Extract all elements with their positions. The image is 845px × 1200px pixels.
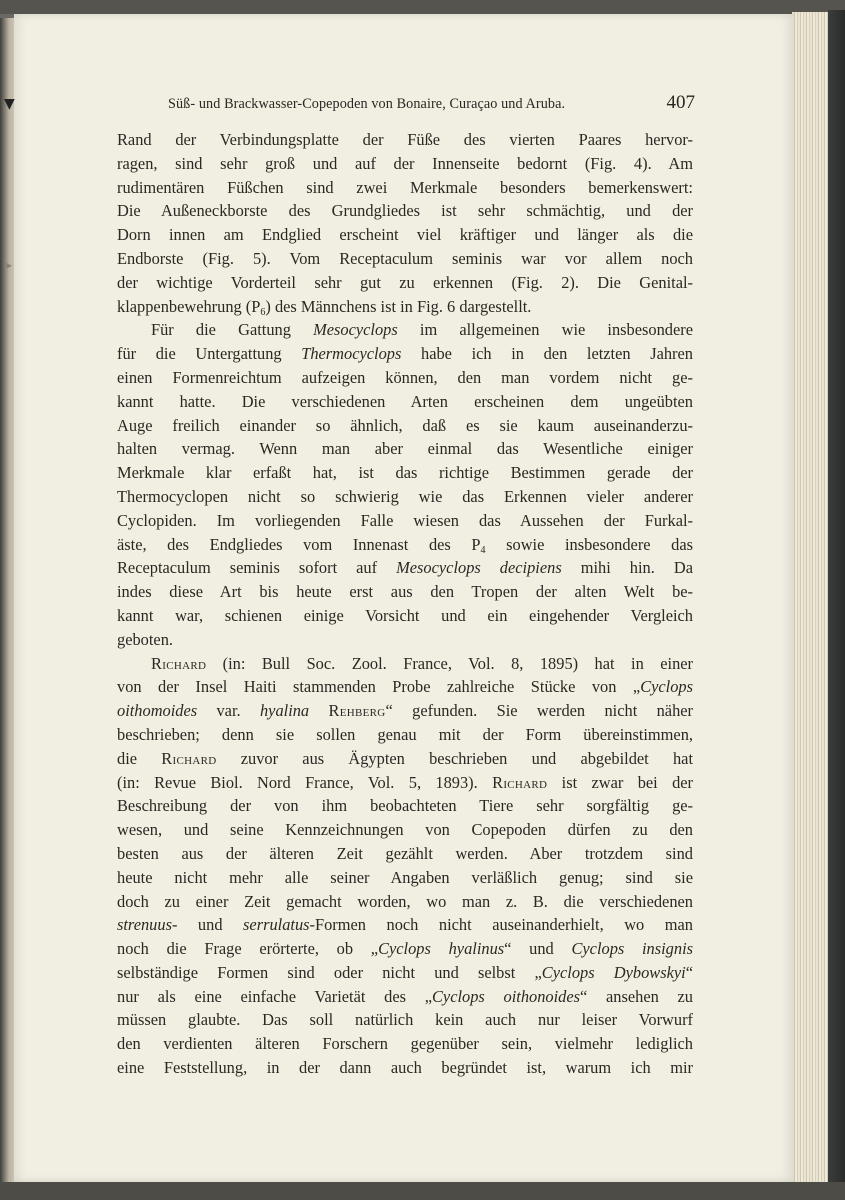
text-line [117, 318, 693, 342]
text-line [117, 604, 693, 628]
text-segment: -Formen noch nicht auseinanderhielt, wo man [309, 915, 693, 935]
text-segment: für die Untergattung [117, 344, 302, 364]
text-line [117, 247, 693, 271]
author-name: Richard [151, 653, 207, 673]
text-line [117, 818, 693, 842]
subscript: 4 [480, 544, 486, 556]
text-line [117, 937, 693, 961]
text-line [117, 675, 693, 699]
page-number: 407 [666, 92, 695, 113]
book-cover-top [0, 0, 845, 14]
text-line [117, 723, 693, 747]
text-segment: im allgemeinen wie insbesondere [397, 320, 693, 340]
text-line [117, 485, 693, 509]
margin-mark-icon: ▼ [4, 96, 15, 112]
italic-term: Thermocyclops [301, 344, 402, 364]
text-line [117, 152, 693, 176]
text-line [117, 223, 693, 247]
italic-term: hyalina [259, 701, 310, 721]
author-name: Richard [492, 772, 548, 792]
text-line [117, 509, 693, 533]
text-segment: äste, des Endgliedes vom Innenast des P [117, 534, 481, 554]
text-segment: klappenbewehrung (P [117, 296, 261, 316]
text-segment [309, 701, 328, 720]
text-line [117, 414, 693, 438]
text-segment: habe ich in den letzten Jahren [401, 344, 693, 364]
text-line [117, 461, 693, 485]
text-segment: nur als eine einfache Varietät des „ [117, 986, 432, 1006]
text-segment: “ und [504, 939, 572, 959]
text-line [117, 390, 693, 414]
text-line [117, 890, 693, 914]
italic-term: Cyclops oithonoides [432, 986, 581, 1006]
author-name: Rehberg [328, 701, 386, 721]
text-segment: sowie insbesondere das [485, 534, 694, 554]
text-line [117, 295, 693, 319]
text-segment: noch die Frage erörterte, ob „ [117, 939, 379, 959]
text-segment: (in: Revue Biol. Nord France, Vol. 5, 1893). [117, 772, 493, 792]
text-line [117, 271, 693, 295]
text-segment: eine Feststellung, in der dann auch begründet ist, warum ich mir [117, 1058, 693, 1078]
text-line [117, 747, 693, 771]
text-segment: Dorn innen am Endglied erscheint viel kräftiger und länger als die [117, 225, 693, 245]
text-line [117, 961, 693, 985]
text-segment: und [177, 915, 244, 935]
text-segment: von der Insel Haiti stammenden Probe zahlreiche Stücke von „ [117, 677, 641, 697]
text-segment: kannt hatte. Die verschiedenen Arten erscheinen dem ungeübten [117, 391, 693, 411]
text-segment: ist zwar bei der [547, 772, 693, 792]
text-line [117, 1032, 693, 1056]
text-segment: ) des Männchens ist in Fig. 6 dargestellt. [265, 296, 532, 316]
italic-term: Cyclops hyalinus [378, 939, 505, 959]
text-line [117, 128, 693, 152]
text-segment: Receptaculum seminis sofort auf [117, 558, 397, 578]
text-segment: rudimentären Füßchen sind zwei Merkmale besonders bemerkenswert: [117, 177, 693, 197]
text-segment: kannt war, schienen einige Vorsicht und ein eingehender Vergleich [117, 605, 693, 625]
text-segment: beschrieben; denn sie sollen genau mit der Form übereinstimmen, [117, 724, 693, 744]
text-segment: Die Außeneckborste des Grundgliedes ist sehr schmächtig, und der [117, 201, 693, 221]
body-text [117, 128, 693, 1080]
text-segment: Beschreibung der von ihm beobachteten Tiere sehr sorgfältig ge- [117, 796, 693, 816]
text-line [117, 866, 693, 890]
italic-term: strenuus- [117, 915, 178, 935]
text-line [117, 652, 693, 676]
text-segment: heute nicht mehr alle seiner Angaben verläßlich genug; sind sie [117, 867, 693, 887]
text-line [117, 771, 693, 795]
running-title: Süß- und Brackwasser-Copepoden von Bonaire, Curaçao und Aruba. [168, 96, 566, 112]
text-segment: besten aus der älteren Zeit gezählt werden. Aber trotzdem sind [117, 843, 693, 863]
text-segment: doch zu einer Zeit gemacht worden, wo man z. B. die verschiedenen [117, 891, 693, 911]
text-segment: Endborste (Fig. 5). Vom Receptaculum seminis war vor allem noch [117, 248, 693, 268]
text-segment: Thermocyclopen nicht so schwierig wie das Erkennen vieler anderer [117, 486, 693, 506]
text-segment: selbständige Formen sind oder nicht und selbst „ [117, 962, 542, 982]
text-line [117, 794, 693, 818]
italic-term: Mesocyclops decipiens [396, 558, 562, 578]
tab-marker-icon: ▸ [6, 258, 13, 272]
text-segment: die [117, 748, 162, 768]
text-line [117, 533, 693, 557]
text-segment: Rand der Verbindungsplatte der Füße des vierten Paares hervor- [117, 130, 693, 149]
text-segment: den verdienten älteren Forschern gegenüber sein, vielmehr lediglich [117, 1034, 693, 1054]
text-line [117, 437, 693, 461]
text-segment: halten vermag. Wenn man aber einmal das Wesentliche einiger [117, 439, 693, 459]
text-segment: der wichtige Vorderteil sehr gut zu erkennen (Fig. 2). Die Genital- [117, 272, 693, 292]
text-line [117, 985, 693, 1009]
italic-term: Cyclops Dybowskyi [541, 962, 686, 982]
text-line [117, 199, 693, 223]
text-segment: “ [685, 962, 693, 982]
text-line [117, 1008, 693, 1032]
text-segment: geboten. [117, 629, 173, 649]
italic-term: Cyclops [640, 677, 693, 697]
running-header [168, 94, 698, 116]
text-line [117, 176, 693, 200]
text-segment: Cyclopiden. Im vorliegenden Falle wiesen das Aussehen der Furkal- [117, 510, 693, 530]
text-segment: “ gefunden. Sie werden nicht näher [385, 701, 693, 721]
author-name: Richard [161, 748, 217, 768]
italic-term: Cyclops insignis [571, 939, 693, 959]
text-segment: wesen, und seine Kennzeichnungen von Copepoden dürfen zu den [117, 820, 693, 840]
text-segment: zuvor aus Ägypten beschrieben und abgebildet hat [216, 748, 693, 768]
text-segment: Auge freilich einander so ähnlich, daß es sie kaum auseinanderzu- [117, 415, 693, 435]
book-cover-edge [828, 10, 845, 1188]
text-segment: “ ansehen zu [580, 986, 693, 1006]
italic-term: serrulatus [243, 915, 310, 935]
text-line [117, 556, 693, 580]
subscript: 6 [260, 306, 266, 318]
text-line [117, 580, 693, 604]
text-segment: ragen, sind sehr groß und auf der Innenseite bedornt (Fig. 4). Am [117, 153, 693, 173]
text-line [117, 366, 693, 390]
text-segment: mihi hin. Da [561, 558, 693, 578]
text-segment: einen Formenreichtum aufzeigen können, den man vordem nicht ge- [117, 367, 693, 387]
text-line [117, 628, 693, 652]
text-segment: var. [197, 701, 260, 721]
text-line [117, 913, 693, 937]
text-segment: Für die Gattung [151, 320, 314, 340]
text-line [117, 342, 693, 366]
text-line [117, 842, 693, 866]
text-segment: müssen glaubte. Das soll natürlich kein auch nur leiser Vorwurf [117, 1010, 693, 1030]
page-edges [792, 12, 832, 1184]
italic-term: oithomoides [117, 701, 198, 721]
book-cover-bottom [0, 1182, 845, 1200]
text-line [117, 699, 693, 723]
text-segment: Merkmale klar erfaßt hat, ist das richtige Bestimmen gerade der [117, 463, 693, 483]
text-segment: (in: Bull Soc. Zool. France, Vol. 8, 1895) hat in einer [206, 653, 693, 673]
text-line [117, 1056, 693, 1080]
italic-term: Mesocyclops [313, 320, 398, 340]
text-segment: indes diese Art bis heute erst aus den Tropen der alten Welt be- [117, 582, 693, 602]
